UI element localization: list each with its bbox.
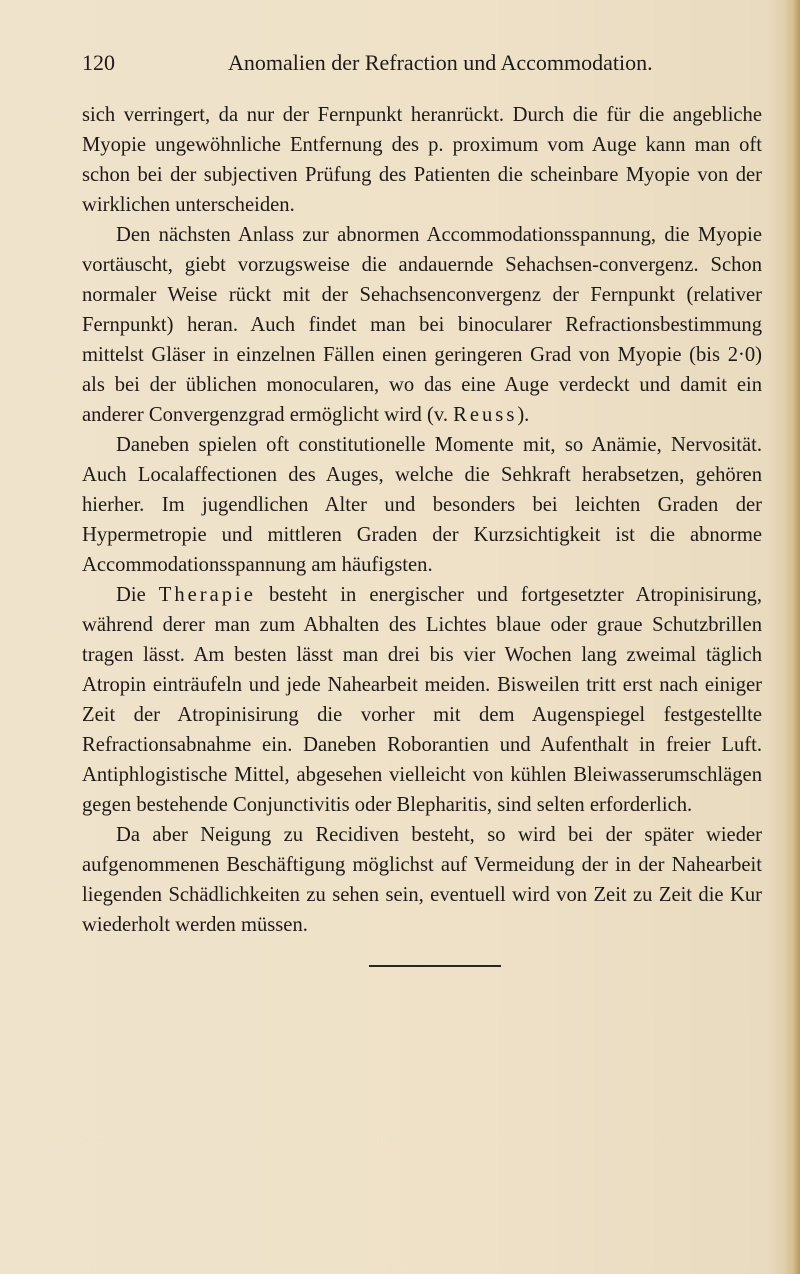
paragraph-3	[82, 430, 762, 580]
body-text	[82, 100, 762, 940]
paragraph-2-text-before: Den nächsten Anlass zur abnormen Accommodationsspannung, die Myopie vortäuscht, giebt vorzugsweise die andauernde Sehachsen-convergenz. Schon normaler Weise rückt mit der Sehachsenconvergenz der Fernpunkt (relativer Fernpunkt) heran. Auch findet man bei binocularer Refractionsbestimmung mittelst Gläser in einzelnen Fällen einen geringeren Grad von Myopie (bis 2·0) als bei der üblichen monocularen, wo das eine Auge verdeckt und damit ein anderer Convergenzgrad ermöglicht wird (v.	[82, 224, 762, 426]
page-number: 120	[82, 50, 115, 75]
paragraph-4	[82, 580, 762, 820]
paragraph-4-text-after: besteht in energischer und fortgesetzter Atropinisirung, während derer man zum Abhalten des Lichtes blaue oder graue Schutzbrillen tragen lässt. Am besten lässt man drei bis vier Wochen lang zweimal täglich Atropin einträufeln und jede Nahearbeit meiden. Bisweilen tritt erst nach einiger Zeit der Atropinisirung die vorher mit dem Augenspiegel festgestellte Refractionsabnahme ein. Daneben Roborantien und Aufenthalt in freier Luft. Antiphlogistische Mittel, abgesehen vielleicht von kühlen Bleiwasserumschlägen gegen bestehende Conjunctivitis oder Blepharitis, sind selten erforderlich.	[82, 584, 762, 816]
section-end-rule	[369, 965, 501, 967]
page-header	[0, 50, 800, 80]
paragraph-5	[82, 820, 762, 940]
paragraph-4-text-before: Die	[116, 584, 159, 606]
paragraph-2-text-after: ).	[517, 404, 530, 426]
paragraph-1-text: sich verringert, da nur der Fernpunkt heranrückt. Durch die für die angebliche Myopie ungewöhnliche Entfernung des p. proximum vom Auge kann man oft schon bei der subjectiven Prüfung des Patienten die scheinbare Myopie von der wirklichen unterscheiden.	[82, 104, 762, 216]
author-name-reuss: Reuss	[453, 404, 518, 426]
emphasis-therapie: Therapie	[158, 584, 256, 606]
paragraph-3-text: Daneben spielen oft constitutionelle Momente mit, so Anämie, Nervosität. Auch Localaffectionen des Auges, welche die Sehkraft herabsetzen, gehören hierher. Im jugendlichen Alter und besonders bei leichten Graden der Hypermetropie und mittleren Graden der Kurzsichtigkeit ist die abnorme Accommodationsspannung am häufigsten.	[82, 434, 762, 576]
paragraph-1	[82, 100, 762, 220]
page-edge-shadow	[784, 0, 800, 1274]
running-title: Anomalien der Refraction und Accommodation.	[228, 50, 653, 75]
paragraph-2	[82, 220, 762, 430]
paragraph-5-text: Da aber Neigung zu Recidiven besteht, so wird bei der später wieder aufgenommenen Beschäftigung möglichst auf Vermeidung der in der Nahearbeit liegenden Schädlichkeiten zu sehen sein, eventuell wird von Zeit zu Zeit die Kur wiederholt werden müssen.	[82, 824, 762, 936]
